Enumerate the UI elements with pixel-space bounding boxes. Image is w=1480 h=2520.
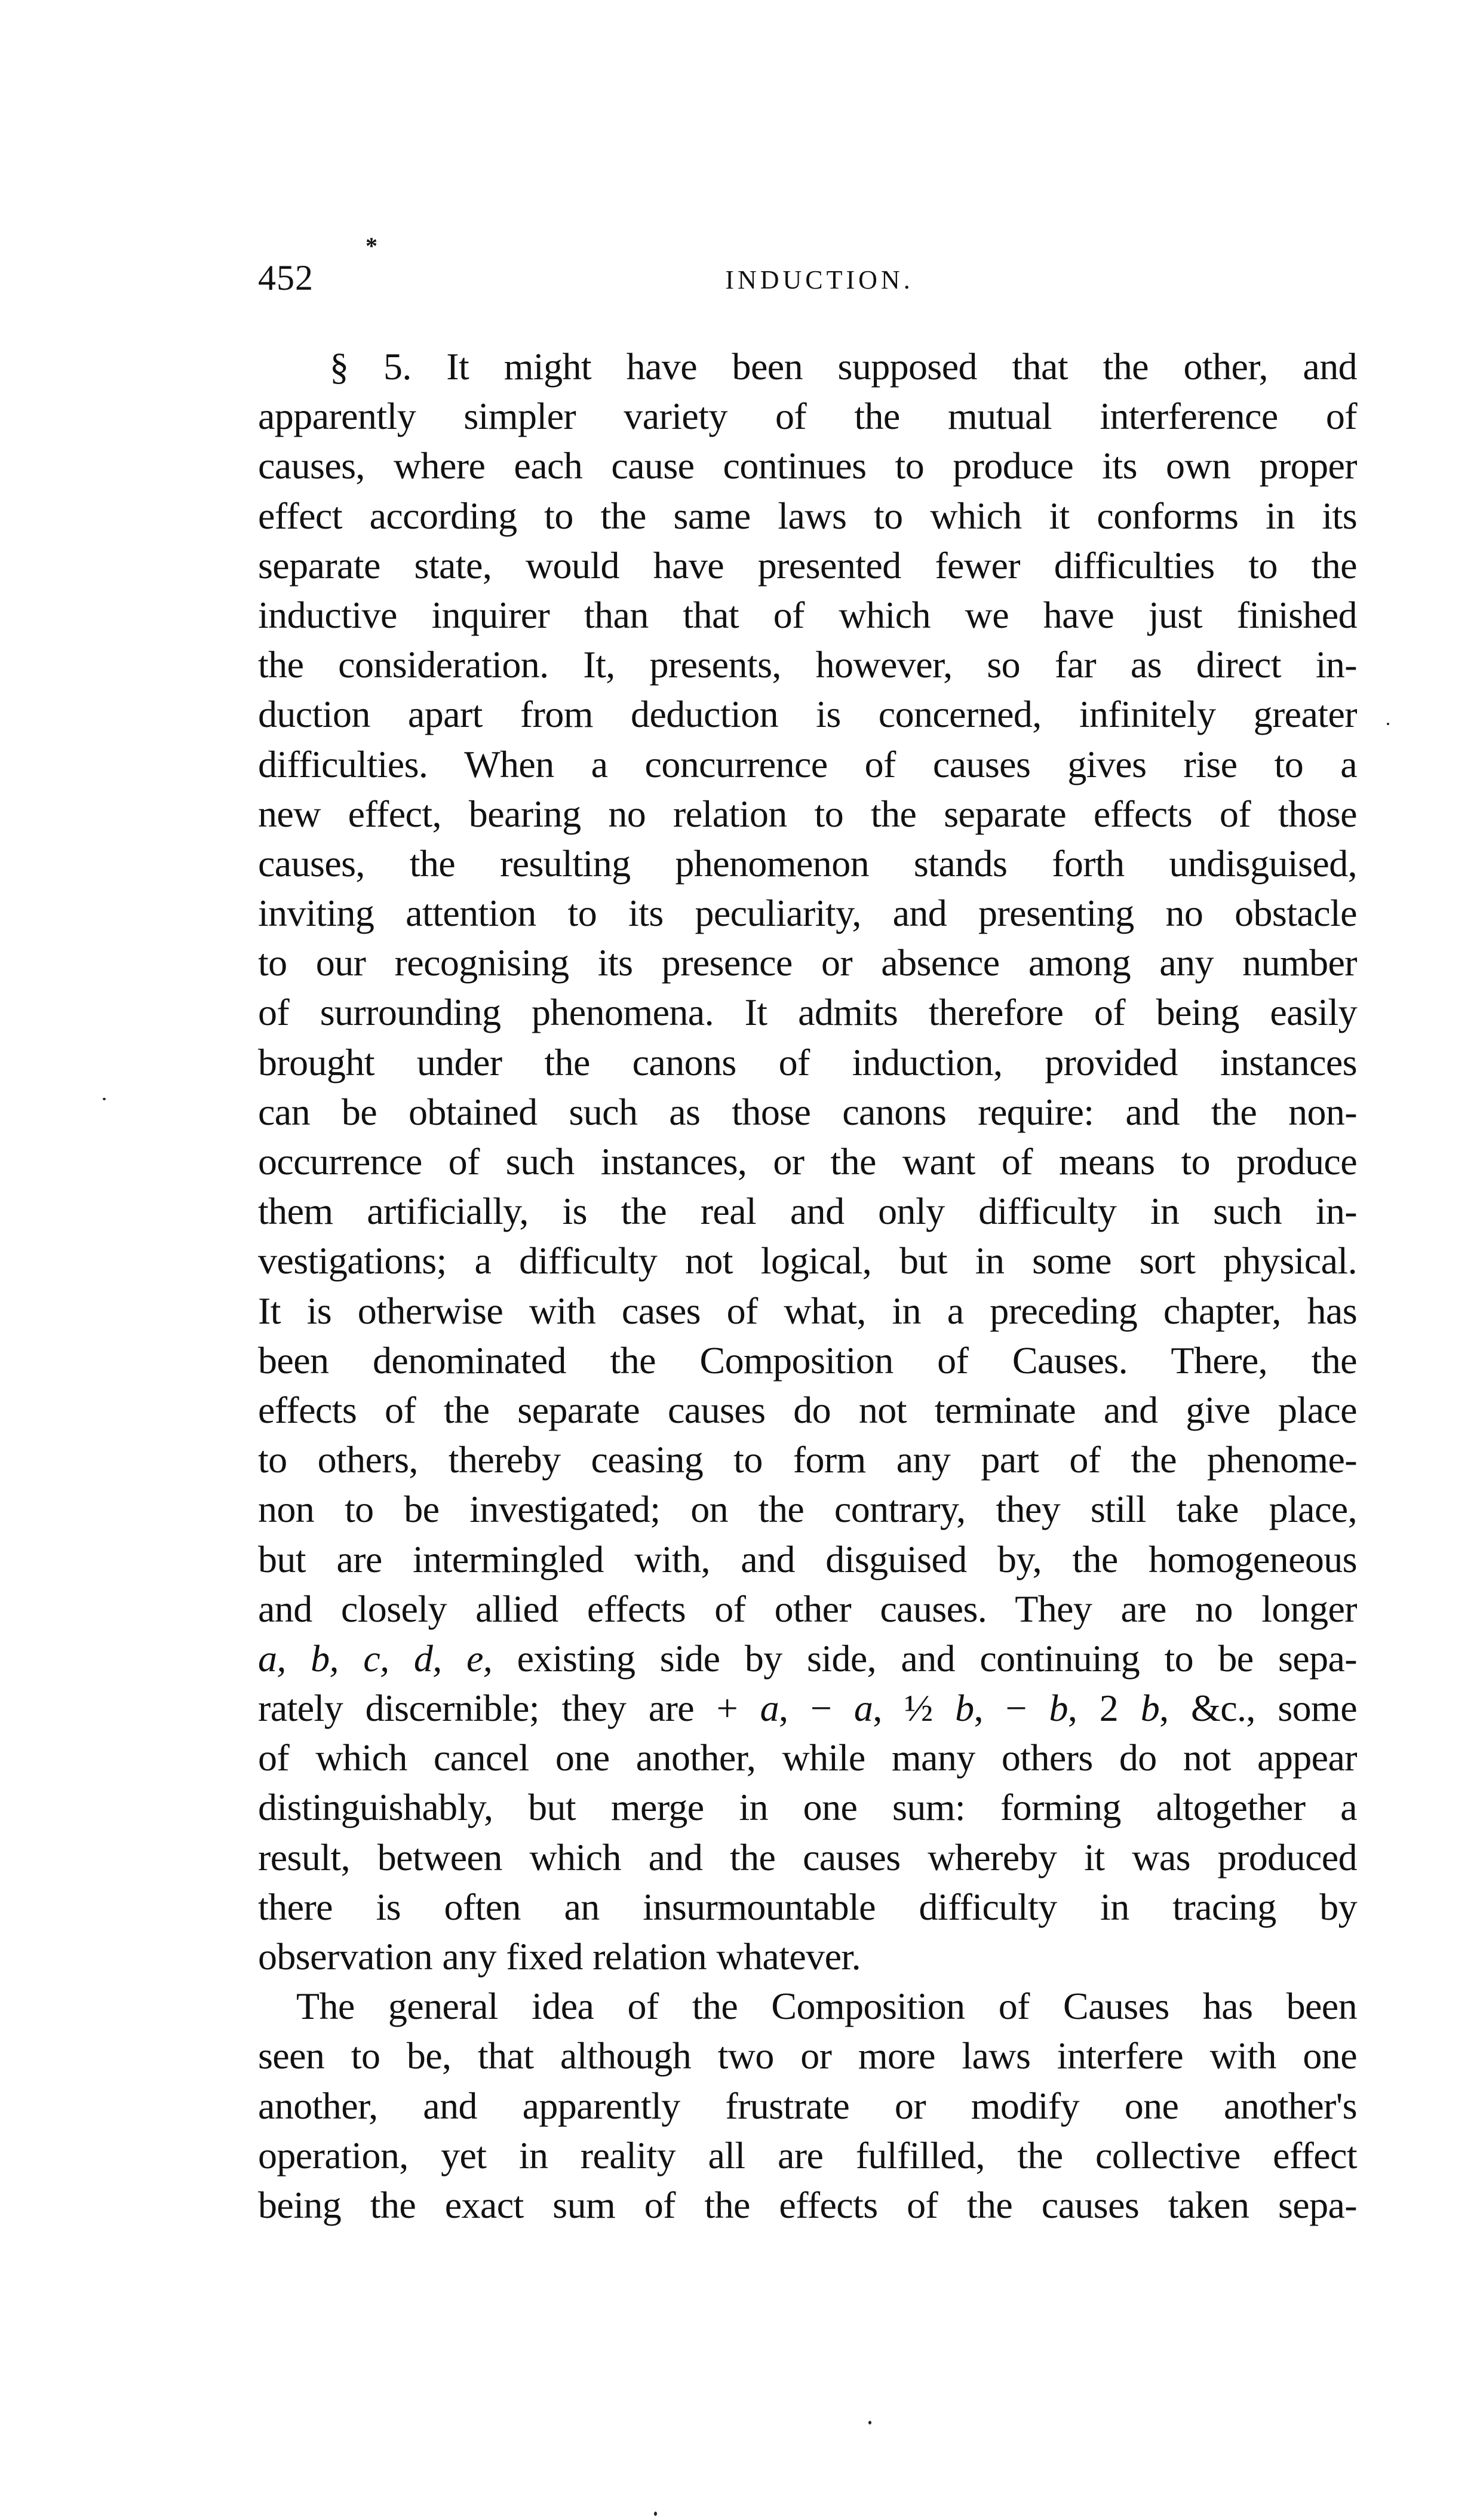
text-line: them artificially, is the real and only difficulty in such in- [258, 1190, 1357, 1233]
text-fragment: , − [974, 1687, 1049, 1730]
running-title: INDUCTION. [725, 265, 914, 294]
text-line: new effect, bearing no relation to the separate effects of those [258, 792, 1357, 835]
text-line: separate state, would have presented fewer difficulties to the [258, 544, 1357, 587]
text-line: to others, thereby ceasing to form any part of the phenome- [258, 1438, 1357, 1481]
text-fragment: existing side by side, and continuing to be sepa- [492, 1637, 1357, 1680]
text-line: inductive inquirer than that of which we have just finished [258, 593, 1357, 636]
italic-symbol: b [1049, 1687, 1068, 1730]
text-fragment: , 2 [1067, 1687, 1141, 1730]
text-line: apparently simpler variety of the mutual interference of [258, 395, 1357, 438]
paragraph-composition-of-causes [258, 1981, 1357, 2230]
text-line: difficulties. When a concurrence of causes gives rise to a [258, 742, 1357, 785]
text-line: effect according to the same laws to which it conforms in its [258, 494, 1357, 537]
scan-speck [103, 1098, 106, 1100]
italic-symbol: a [853, 1687, 873, 1730]
text-line: brought under the canons of induction, provided instances [258, 1040, 1357, 1083]
text-line-algebra-1 [258, 1634, 1357, 1683]
text-line: to our recognising its presence or absence among any number [258, 941, 1357, 984]
text-line: can be obtained such as those canons require: and the non- [258, 1090, 1357, 1133]
text-line: causes, where each cause continues to produce its own proper [258, 444, 1357, 487]
text-line: occurrence of such instances, or the want of means to produce [258, 1140, 1357, 1183]
text-line: being the exact sum of the effects of the causes taken sepa- [258, 2183, 1357, 2226]
scan-speck [868, 2421, 871, 2424]
text-line: distinguishably, but merge in one sum: forming altogether a [258, 1786, 1357, 1829]
text-line: inviting attention to its peculiarity, and presenting no obstacle [258, 892, 1357, 935]
text-line: non to be investigated; on the contrary, they still take place, [258, 1488, 1357, 1531]
text-line: of which cancel one another, while many others do not appear [258, 1736, 1357, 1779]
italic-symbol: b [955, 1687, 974, 1730]
text-fragment: , &c., some [1159, 1687, 1358, 1730]
text-line: effects of the separate causes do not terminate and give place [258, 1388, 1357, 1431]
text-fragment: , − [779, 1687, 854, 1730]
text-line: causes, the resulting phenomenon stands forth undisguised, [258, 842, 1357, 885]
text-line-algebra-2 [258, 1683, 1357, 1733]
text-line: but are intermingled with, and disguised by, the homogeneous [258, 1537, 1357, 1580]
text-line: another, and apparently frustrate or modify one another's [258, 2084, 1357, 2127]
text-line: there is often an insurmountable difficulty in tracing by [258, 1885, 1357, 1928]
text-fragment: rately discernible; they are + [258, 1687, 760, 1730]
text-line: been denominated the Composition of Causes. There, the [258, 1339, 1357, 1382]
stray-print-mark: * [366, 232, 377, 259]
text-line: It is otherwise with cases of what, in a preceding chapter, has [258, 1289, 1357, 1332]
text-line: seen to be, that although two or more laws interfere with one [258, 2034, 1357, 2077]
text-fragment: , ½ [873, 1687, 956, 1730]
text-line: operation, yet in reality all are fulfilled, the collective effect [258, 2134, 1357, 2177]
italic-symbol: a [760, 1687, 779, 1730]
text-line: vestigations; a difficulty not logical, but in some sort physical. [258, 1239, 1357, 1282]
body-text [258, 342, 1357, 2230]
text-line: observation any fixed relation whatever. [258, 1935, 861, 1978]
text-line: duction apart from deduction is concerned, infinitely greater [258, 693, 1357, 736]
text-line: § 5. It might have been supposed that the other, and [330, 345, 1357, 388]
text-line: of surrounding phenomena. It admits therefore of being easily [258, 991, 1357, 1034]
text-line: the consideration. It, presents, however, so far as direct in- [258, 643, 1357, 686]
scan-speck [1387, 723, 1389, 725]
italic-symbols: a, b, c, d, e, [258, 1637, 493, 1680]
page-number: 452 [258, 258, 314, 297]
running-head [258, 254, 1357, 302]
paragraph-section-5 [258, 342, 1357, 1981]
text-line: result, between which and the causes whereby it was produced [258, 1835, 1357, 1879]
scan-speck [654, 2512, 657, 2516]
text-line: The general idea of the Composition of Causes has been [296, 1985, 1357, 2028]
italic-symbol: b [1140, 1687, 1160, 1730]
text-line: and closely allied effects of other causes. They are no longer [258, 1587, 1357, 1630]
